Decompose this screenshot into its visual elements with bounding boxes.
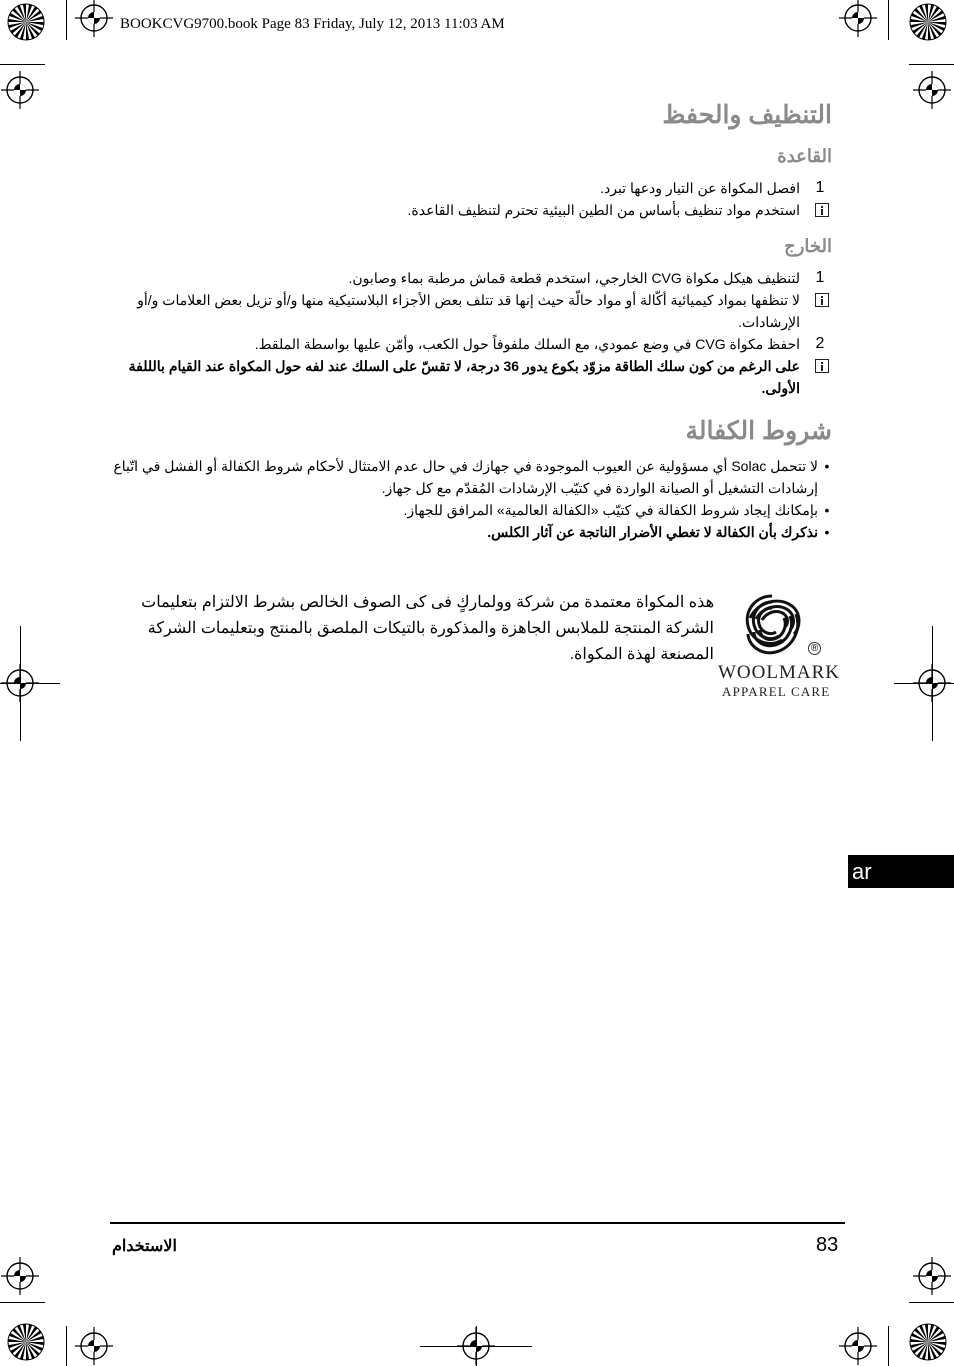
file-info-header: BOOKCVG9700.book Page 83 Friday, July 12, 2013 11:03 AM (120, 16, 505, 32)
registration-target-icon (838, 0, 878, 38)
crop-line (66, 1326, 67, 1366)
crop-line (0, 64, 45, 65)
crop-line (894, 683, 954, 684)
star-target-icon (908, 2, 948, 42)
registration-target-icon (74, 1326, 114, 1366)
subtitle-outside: الخارج (784, 236, 832, 256)
star-target-icon (6, 2, 46, 42)
info-icon (815, 359, 829, 373)
registration-target-icon (912, 70, 952, 110)
step-number: 2 (815, 335, 825, 352)
note-text-bold: على الرغم من كون سلك الطاقة مزوّد بكوع يدور 36 درجة، لا تقسّ على السلك عند لفه حول المكواة عند القيام بالللفة الأولى. (128, 358, 800, 396)
star-target-icon (908, 1322, 948, 1362)
bullet-icon: • (824, 458, 830, 474)
step-text: افصل المكواة عن التيار ودعها تبرد. (600, 180, 800, 196)
crop-line (888, 0, 889, 40)
page-number: 83 (816, 1234, 839, 1256)
registration-target-icon (0, 70, 40, 110)
note-text: لا تنظفها بمواد كيميائية أكّالة أو مواد حالّة حيث إنها قد تتلف بعض الأجزاء البلاستيكية منها و/أو تزيل بعض العلامات و/أو الإرشادات. (137, 292, 800, 330)
registration-target-icon (0, 1256, 40, 1296)
info-icon (815, 293, 829, 307)
step-number: 1 (815, 269, 825, 286)
registered-mark: ® (808, 642, 821, 655)
step-text: احفظ مكواة CVG في وضع عمودي، مع السلك ملفوفاً حول الكعب، وأمّن عليها بواسطة الملقط. (254, 336, 800, 352)
footer-rule (110, 1222, 845, 1224)
warranty-bullet: بإمكانك إيجاد شروط الكفالة في كتيّب «الكفالة العالمية» المرافق للجهاز. (403, 502, 818, 518)
woolmark-subline: APPAREL CARE (722, 684, 831, 699)
woolmark-logo-icon (736, 588, 808, 660)
crop-line (476, 1326, 477, 1366)
crop-line (0, 683, 60, 684)
note-text: استخدم مواد تنظيف بأساس من الطين البيئية تحترم لتنظيف القاعدة. (407, 202, 800, 218)
subtitle-base: القاعدة (777, 146, 832, 166)
warranty-bullet-bold: نذكرك بأن الكفالة لا تغطي الأضرار الناتجة عن آثار الكلس. (487, 524, 818, 540)
registration-target-icon (74, 0, 114, 38)
woolmark-text: هذه المكواة معتمدة من شركة وولماركٍ فى كى الصوف الخالص بشرط الالتزام بتعليمات الشركة المنتجة للملابس الجاهزة والمذكورة بالتيكات الملصق بالمنتج وبتعليمات الشركة المصنعة لهذة المكواة. (141, 594, 714, 663)
registration-target-icon (838, 1326, 878, 1366)
crop-line (0, 1302, 45, 1303)
crop-line (66, 0, 67, 40)
language-tab: ar (848, 855, 954, 888)
bullet-icon: • (824, 524, 830, 540)
info-icon (815, 203, 829, 217)
crop-line (909, 1302, 954, 1303)
step-number: 1 (815, 179, 825, 196)
crop-line (888, 1326, 889, 1366)
footer-section-title: الاستخدام (112, 1238, 177, 1255)
warranty-bullet: لا تتحمل Solac أي مسؤولية عن العيوب الموجودة في جهازك في حال عدم الامتثال لأحكام شروط الكفالة أو الفشل في اتّباع إرشادات التشغيل أو الصيانة الواردة في كتيّب الإرشادات المُقدّم مع كل جهاز. (113, 458, 818, 496)
bullet-icon: • (824, 502, 830, 518)
star-target-icon (6, 1322, 46, 1362)
registration-target-icon (912, 1256, 952, 1296)
section-title-warranty: شروط الكفالة (685, 417, 832, 445)
step-text: لتنظيف هيكل مكواة CVG الخارجي، استخدم قطعة قماش مرطبة بماء وصابون. (348, 270, 800, 286)
woolmark-brand: WOOLMARK (718, 662, 840, 683)
crop-line (909, 64, 954, 65)
section-title-cleaning: التنظيف والحفظ (662, 101, 832, 129)
